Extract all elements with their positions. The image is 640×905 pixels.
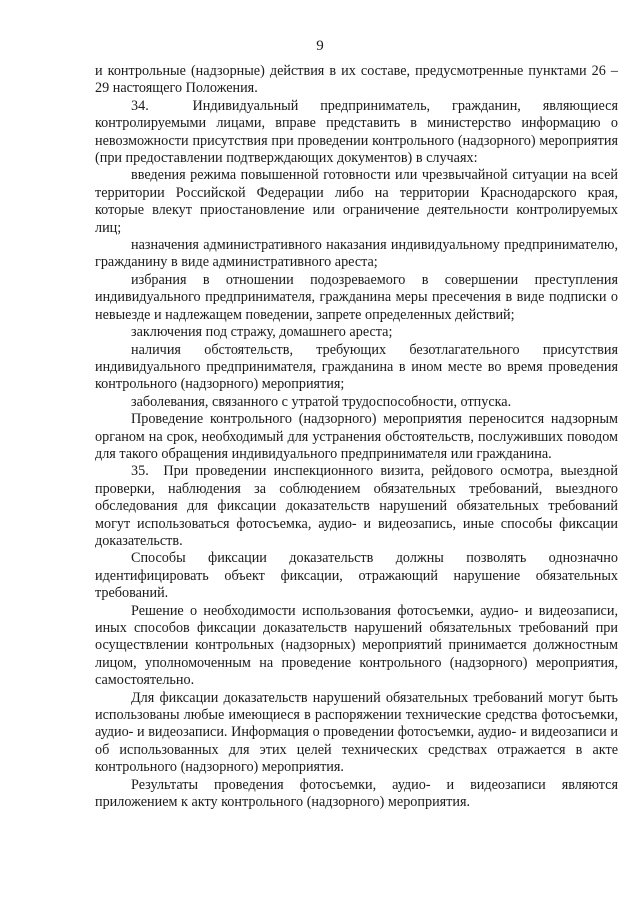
paragraph-item-35: 35. При проведении инспекционного визита, рейдового осмотра, выездной проверки, наблюдения за соблюдением обязательных требований, выездного обследования для фиксации доказательств нарушений обязательных требований могут использоваться фотосъемка, аудио- и видеозапись, иные способы фиксации доказательств. [95, 463, 618, 549]
paragraph-continuation: и контрольные (надзорные) действия в их составе, предусмотренные пунктами 26 – 29 настоящего Положения. [95, 63, 618, 97]
paragraph-item-34: 34. Индивидуальный предприниматель, гражданин, являющиеся контролируемыми лицами, вправе представить в министерство информацию о невозможности присутствия при проведении контрольного (надзорного) мероприятия (при предоставлении подтверждающих документов) в случаях: [95, 97, 618, 167]
paragraph-decision: Решение о необходимости использования фотосъемки, аудио- и видеозаписи, иных способов фиксации доказательств нарушений обязательных требований при осуществлении контрольных (надзорных) мероприятий принимается должностным лицом, уполномоченным на проведение контрольного (надзорного) мероприятия, самостоятельно. [95, 602, 618, 689]
paragraph-fixation-methods: Способы фиксации доказательств должны позволять однозначно идентифицировать объект фиксации, отражающий нарушение обязательных требований. [95, 550, 618, 602]
paragraph-case-preventive-measure: избрания в отношении подозреваемого в совершении преступления индивидуального предпринимателя, гражданина меры пресечения в виде подписки о невыезде и надлежащем поведении, запрете определенных действий; [95, 271, 618, 323]
paragraph-technical-means: Для фиксации доказательств нарушений обязательных требований могут быть использованы любые имеющиеся в распоряжении технические средства фотосъемки, аудио- и видеозаписи. Информация о проведении фотосъемки, аудио- и видеозаписи и об использованных для этих целей технических средствах отражается в акте контрольного (надзорного) мероприятия. [95, 689, 618, 776]
document-body [95, 63, 618, 811]
paragraph-case-urgent-presence: наличия обстоятельств, требующих безотлагательного присутствия индивидуального предпринимателя, гражданина в ином месте во время проведения контрольного (надзорного) мероприятия; [95, 341, 618, 393]
paragraph-case-custody: заключения под стражу, домашнего ареста; [131, 324, 393, 341]
paragraph-results: Результаты проведения фотосъемки, аудио- и видеозаписи являются приложением к акту контрольного (надзорного) мероприятия. [95, 776, 618, 811]
paragraph-case-emergency: введения режима повышенной готовности или чрезвычайной ситуации на всей территории Российской Федерации либо на территории Краснодарского края, которые влекут приостановление или ограничение деятельности контролируемых лиц; [95, 167, 618, 236]
paragraph-case-illness: заболевания, связанного с утратой трудоспособности, отпуска. [131, 393, 512, 410]
paragraph-case-arrest: назначения административного наказания индивидуальному предпринимателю, гражданину в виде административного ареста; [95, 237, 618, 271]
paragraph-postponement: Проведение контрольного (надзорного) мероприятия переносится надзорным органом на срок, необходимый для устранения обстоятельств, послуживших поводом для такого обращения индивидуального предпринимателя или гражданина. [95, 411, 618, 462]
page-number: 9 [316, 38, 324, 54]
